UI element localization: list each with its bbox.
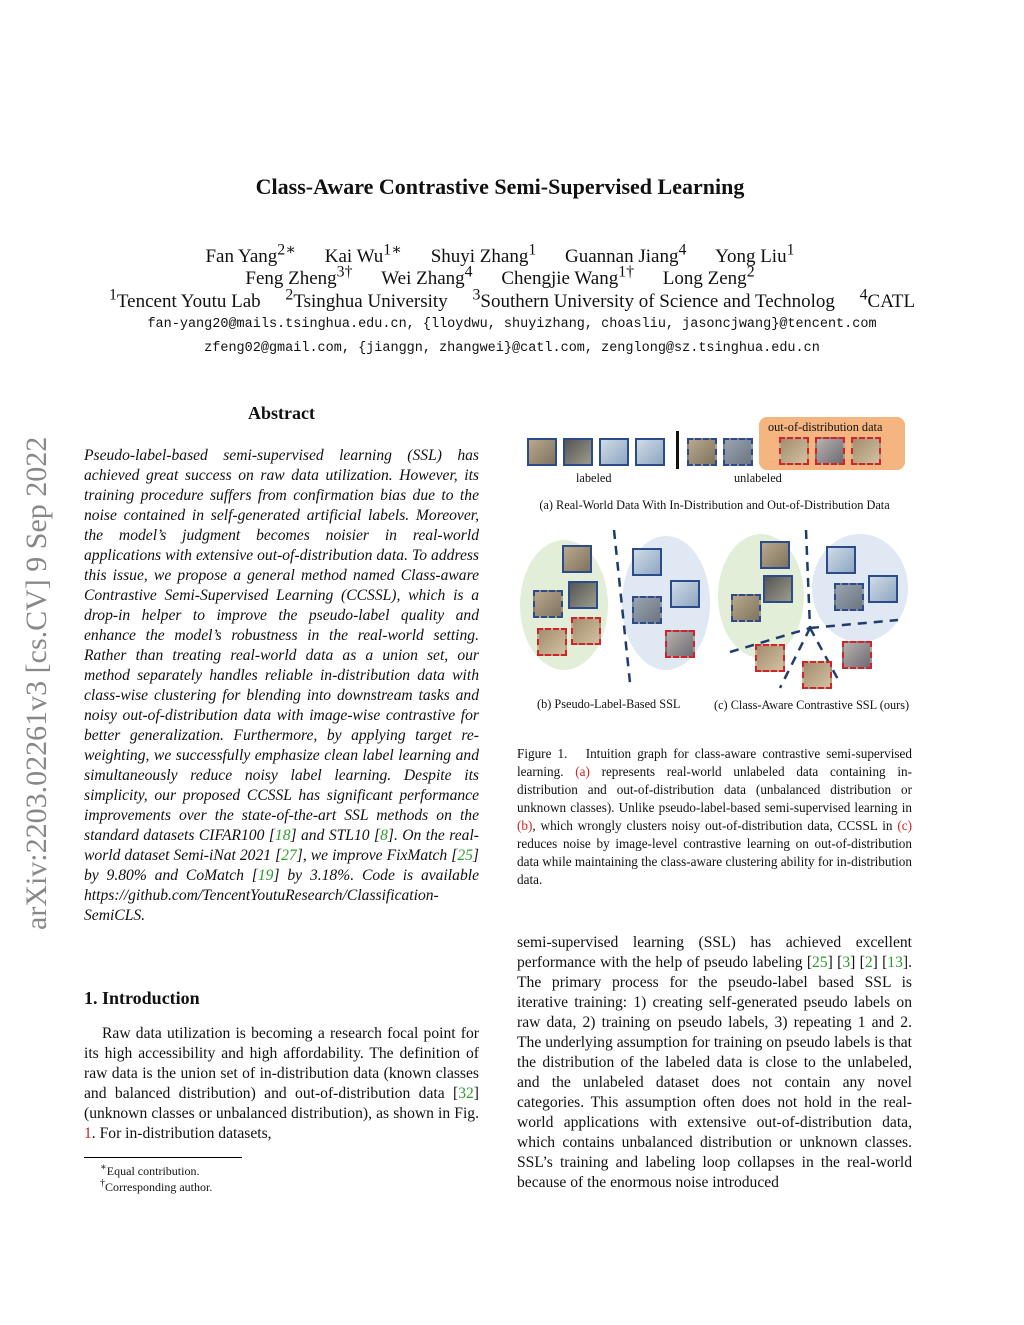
- affiliation: $^3$Southern University of Science and Technolog: [472, 287, 835, 313]
- section-heading-introduction: 1. Introduction: [84, 988, 200, 1008]
- author: Kai $Wu^{1∗}$: [324, 242, 402, 268]
- ood-image: [815, 437, 845, 465]
- ood-image: [779, 437, 809, 465]
- image-thumb: [562, 545, 592, 573]
- image-thumb: [571, 617, 601, 645]
- subcaption-a: (a) Real-World Data With In-Distribution and Out-of-Distribution Data: [539, 498, 890, 512]
- figure-link[interactable]: (a): [575, 764, 590, 779]
- abstract-text: Pseudo-label-based semi-supervised learning (SSL) has achieved great success on raw data utilization. However, its training procedure suffers from confirmation bias due to the noise contained in self-generated artificial labels. Moreover, the model’s judgment becomes noisier in real-world applications with extensive out-of-distribution data. To address this issue, we propose a general method named Class-aware Contrastive Semi-Supervised Learning (CCSSL), which is a drop-in helper to improve the pseudo-label quality and enhance the model’s robustness in the real-world setting. Rather than treating real-world data as a union set, our method separately handles reliable in-distribution data with class-wise clustering for blending into downstream tasks and noisy out-of-distribution data with image-wise contrastive for better generalization. Furthermore, by applying target re-weighting, we successfully emphasize clean label learning and simultaneously reduce noisy label learning. Despite its simplicity, our proposed CCSSL has significant performance improvements over the state-of-the-art SSL methods on the standard datasets CIFAR100 [18] and STL10 [8]. On the real-world dataset Semi-iNat 2021 [27], we improve FixMatch [25] by 9.80% and CoMatch [19] by 3.18%. Code is available https://github.com/TencentYoutuResearch/Classification-SemiCLS.: [84, 447, 479, 924]
- image-thumb: [632, 548, 662, 576]
- image-thumb: [533, 590, 563, 618]
- citation-link[interactable]: 25: [812, 954, 828, 971]
- author: Yong Liu$^1$: [715, 242, 795, 268]
- labeled-image-jet: [635, 438, 665, 466]
- footnote-rule: [84, 1157, 242, 1158]
- citation-link[interactable]: 25: [457, 847, 473, 864]
- citation-link[interactable]: 19: [257, 867, 274, 884]
- image-thumb: [760, 541, 790, 569]
- labeled-image-plane: [599, 438, 629, 466]
- author: Chengjie Wang$^{1\dagger}$: [501, 264, 635, 290]
- affiliation: $^1$Tencent Youtu Lab: [108, 287, 261, 313]
- subcaption-b: (b) Pseudo-Label-Based SSL: [537, 697, 681, 711]
- image-thumb: [755, 644, 785, 672]
- citation-link[interactable]: 18: [274, 827, 291, 844]
- author: Guannan Jiang$^4$: [565, 242, 687, 268]
- affiliations: [0, 287, 1024, 313]
- unlabeled-label: unlabeled: [734, 471, 782, 485]
- image-thumb: [537, 628, 567, 656]
- paper-title: Class-Aware Contrastive Semi-Supervised Learning: [255, 174, 745, 199]
- intro-paragraph: Raw data utilization is becoming a research focal point for its high accessibility and high affordability. The definition of raw data is the union set of in-distribution data (known classes and balanced distribution) and out-of-distribution data [32] (unknown classes or unbalanced distribution), as shown in Fig. 1. For in-distribution datasets,: [84, 1025, 479, 1142]
- abstract-heading: Abstract: [248, 403, 315, 423]
- email-line-1: fan-yang20@mails.tsinghua.edu.cn, {lloydwu, shuyizhang, choasliu, jasoncjwang}@tencent.com: [147, 317, 877, 332]
- intro-paragraph-continued: semi-supervised learning (SSL) has achieved excellent performance with the help of pseudo labeling [25] [3] [2] [13]. The primary process for the pseudo-label based SSL is iterative training: 1) creating self-generated pseudo labels on raw data, 2) training on pseudo labels, 3) repeating 1 and 2. The underlying assumption for training on pseudo labels is that the distribution of the labeled data is close to the unlabeled, and the unlabeled dataset does not contain any novel categories. This assumption often does not hold in the real-world applications with extensive out-of-distribution data, which contains unbalanced distribution or unknown classes. SSL’s training and labeling loop collapses in the real-world because of the enormous noise introduced: [517, 934, 912, 1191]
- unlabeled-image: [723, 438, 753, 466]
- affiliation: $^4$CATL: [859, 287, 916, 313]
- author: Wei Zhang$^4$: [381, 264, 473, 290]
- author: Shuyi Zhang$^1$: [430, 242, 537, 268]
- labeled-image-dog: [563, 438, 593, 466]
- author: Fan Yang$^{2∗}$: [205, 242, 296, 268]
- ood-image: [851, 437, 881, 465]
- footnote-equal-contribution: ∗Equal contribution.: [100, 1162, 200, 1178]
- image-thumb: [826, 546, 856, 574]
- image-thumb: [842, 641, 872, 669]
- citation-link[interactable]: 8: [380, 827, 388, 844]
- citation-link[interactable]: 2: [864, 954, 873, 971]
- image-thumb: [568, 581, 598, 609]
- affiliation: $^2$Tsinghua University: [285, 287, 448, 313]
- image-thumb: [670, 580, 700, 608]
- subcaption-c: (c) Class-Aware Contrastive SSL (ours): [714, 698, 910, 712]
- citation-link[interactable]: 27: [281, 847, 297, 864]
- citation-link[interactable]: 32: [458, 1085, 474, 1102]
- citation-link[interactable]: 3: [842, 954, 851, 971]
- image-thumb: [665, 630, 695, 658]
- author: Feng Zheng$^{3\dagger}$: [245, 264, 353, 290]
- email-line-2: zfeng02@gmail.com, {jianggn, zhangwei}@catl.com, zenglong@sz.tsinghua.edu.cn: [204, 341, 820, 356]
- citation-link[interactable]: 13: [887, 954, 903, 971]
- arxiv-stamp: arXiv:2203.02261v3 [cs.CV] 9 Sep 2022: [20, 436, 53, 930]
- unlabeled-image-cat: [687, 438, 717, 466]
- image-thumb: [632, 596, 662, 624]
- author: Long Zeng$^2$: [662, 264, 755, 290]
- image-thumb: [834, 583, 864, 611]
- figure-caption: Figure 1. Intuition graph for class-aware contrastive semi-supervised learning. (a) represents real-world unlabeled data containing in-distribution and out-of-distribution data (unbalanced distribution or unknown classes). Unlike pseudo-label-based semi-supervised learning in (b), which wrongly clusters noisy out-of-distribution data, CCSSL in (c) reduces noise by image-level contrastive learning on out-of-distribution data while maintaining the class-aware clustering ability for in-distribution data.: [517, 746, 913, 887]
- figure-link[interactable]: (b): [517, 818, 533, 833]
- footnote-corresponding-author: †Corresponding author.: [100, 1178, 213, 1194]
- labeled-label: labeled: [576, 471, 612, 485]
- image-thumb: [731, 594, 761, 622]
- figure-link[interactable]: 1: [84, 1125, 92, 1142]
- image-thumb: [802, 661, 832, 689]
- ood-label: out-of-distribution data: [768, 420, 883, 434]
- figure-link[interactable]: (c): [897, 818, 912, 833]
- labeled-image-cat: [527, 438, 557, 466]
- divider: [676, 431, 679, 469]
- image-thumb: [763, 575, 793, 603]
- image-thumb: [868, 575, 898, 603]
